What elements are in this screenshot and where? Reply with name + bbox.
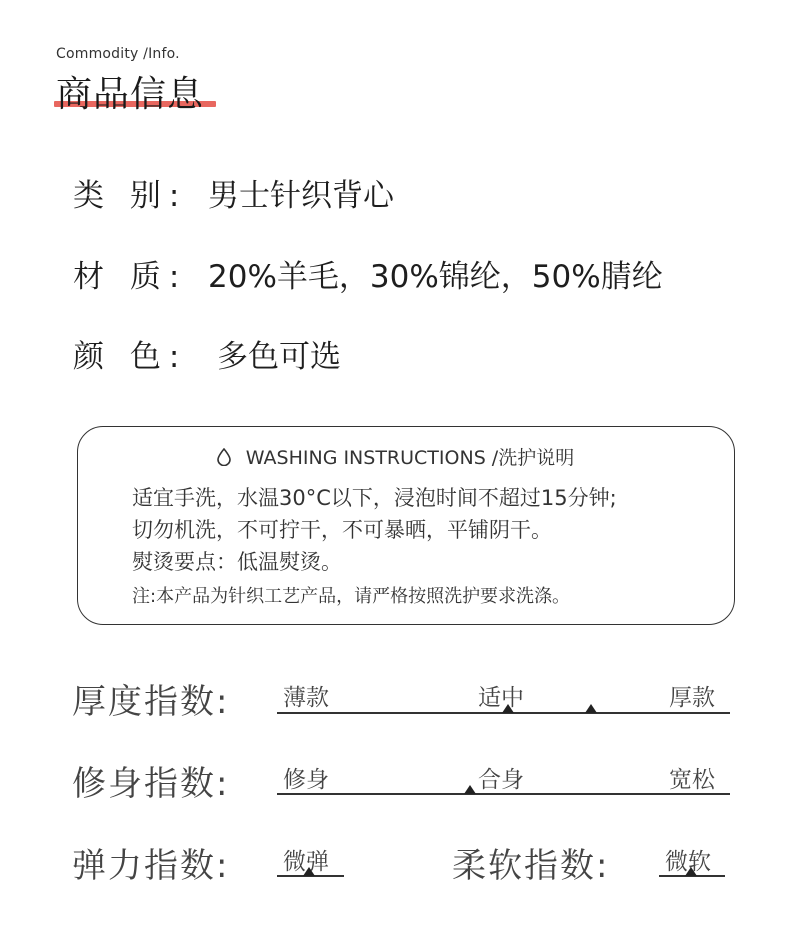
softness-label: 柔软指数: xyxy=(452,846,610,886)
softness-indicator-marker xyxy=(685,867,697,876)
thickness-left-text: 薄款 xyxy=(283,685,329,711)
thickness-middle-text: 适中 xyxy=(478,685,524,711)
fit-middle-text: 合身 xyxy=(478,767,524,793)
section-title: 商品信息 xyxy=(56,74,205,115)
category-value: 男士针织背心 xyxy=(208,178,394,214)
color-label: 颜 色: xyxy=(73,339,188,375)
elasticity-indicator-marker xyxy=(303,867,315,876)
thickness-label: 厚度指数: xyxy=(72,682,230,722)
elasticity-label: 弹力指数: xyxy=(72,846,230,886)
section-subtitle-en: Commodity /Info. xyxy=(56,46,180,62)
washing-note: 注:本产品为针织工艺产品，请严格按照洗护要求洗涤。 xyxy=(132,586,571,607)
fit-indicator-marker xyxy=(464,785,476,794)
washing-line-1: 适宜手洗，水温30°C以下，浸泡时间不超过15分钟; xyxy=(132,486,617,510)
color-value: 多色可选 xyxy=(217,339,341,375)
material-label: 材 质: xyxy=(73,259,188,295)
washing-title xyxy=(0,443,790,470)
fit-scale-line xyxy=(277,793,730,795)
thickness-right-text: 厚款 xyxy=(669,685,715,711)
elasticity-value: 微弹 xyxy=(283,849,329,875)
fit-right-text: 宽松 xyxy=(669,767,715,793)
washing-line-2: 切勿机洗，不可拧干，不可暴晒，平铺阴干。 xyxy=(132,518,552,542)
water-drop-icon xyxy=(216,448,232,466)
fit-left-text: 修身 xyxy=(283,767,329,793)
material-value: 20%羊毛，30%锦纶，50%腈纶 xyxy=(208,259,663,295)
fit-label: 修身指数: xyxy=(72,764,230,804)
washing-line-3: 熨烫要点：低温熨烫。 xyxy=(132,550,342,574)
thickness-indicator-marker xyxy=(585,704,597,713)
washing-title-text: WASHING INSTRUCTIONS /洗护说明 xyxy=(245,447,575,469)
category-label: 类 别: xyxy=(73,178,188,214)
softness-value: 微软 xyxy=(665,849,711,875)
thickness-indicator-marker xyxy=(502,704,514,713)
